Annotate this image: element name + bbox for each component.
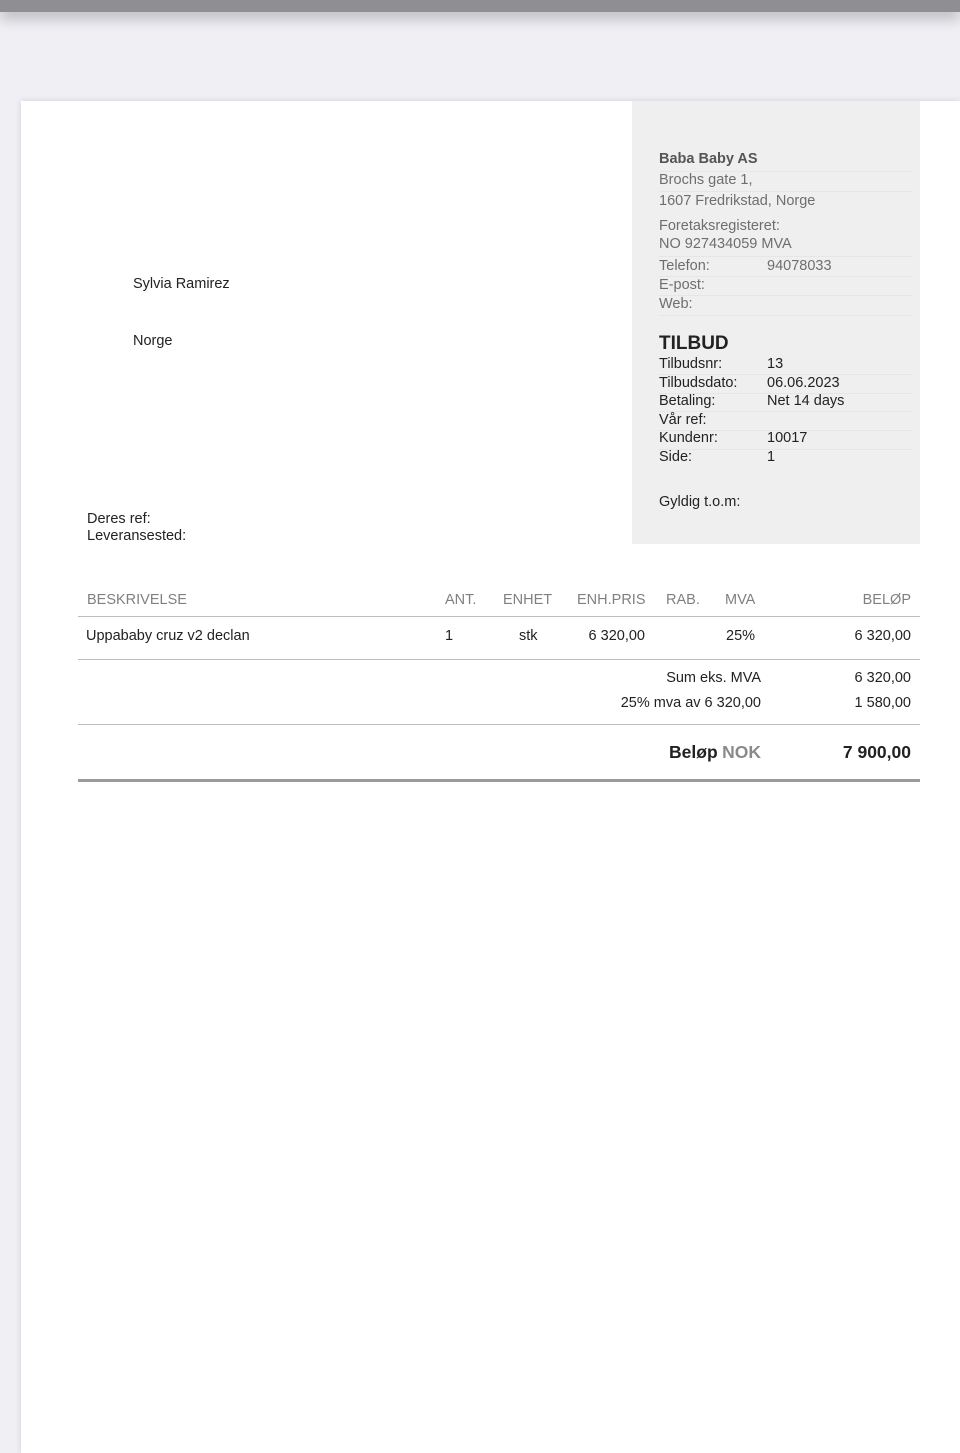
divider bbox=[659, 295, 912, 296]
delivery-label: Leveransested: bbox=[87, 528, 187, 544]
col-header-discount: RAB. bbox=[666, 592, 700, 608]
phone-label: Telefon: bbox=[659, 258, 710, 274]
row-vat: 25% bbox=[726, 628, 756, 644]
col-header-vat: MVA bbox=[725, 592, 756, 608]
col-header-unit: ENHET bbox=[503, 592, 553, 608]
company-address-line1: Brochs gate 1, bbox=[659, 172, 753, 188]
vat-label: 25% mva av 6 320,00 bbox=[620, 695, 761, 711]
meta-label: Vår ref: bbox=[659, 412, 707, 428]
row-qty: 1 bbox=[445, 628, 454, 644]
vat-value: 1 580,00 bbox=[854, 695, 911, 711]
divider bbox=[659, 191, 912, 192]
registry-label: Foretaksregisteret: bbox=[659, 218, 780, 234]
table-header-divider bbox=[78, 616, 920, 617]
meta-label: Side: bbox=[659, 449, 693, 465]
document-title: TILBUD bbox=[659, 333, 729, 354]
meta-label: Tilbudsdato: bbox=[659, 375, 738, 391]
col-header-amount: BELØP bbox=[862, 592, 911, 608]
meta-value: 06.06.2023 bbox=[767, 375, 840, 391]
total-double-rule bbox=[78, 779, 920, 782]
meta-value: 10017 bbox=[767, 430, 808, 446]
registry-value: NO 927434059 MVA bbox=[659, 236, 792, 252]
meta-value: 13 bbox=[767, 356, 784, 372]
top-bar bbox=[0, 0, 960, 12]
meta-value: Net 14 days bbox=[767, 393, 845, 409]
row-unit: stk bbox=[519, 628, 538, 644]
their-ref-label: Deres ref: bbox=[87, 511, 151, 527]
meta-label: Tilbudsnr: bbox=[659, 356, 723, 372]
summary-divider bbox=[78, 724, 920, 725]
meta-label: Betaling: bbox=[659, 393, 716, 409]
meta-label: Kundenr: bbox=[659, 430, 718, 446]
document-page bbox=[21, 101, 960, 1453]
web-label: Web: bbox=[659, 296, 693, 312]
col-header-qty: ANT. bbox=[445, 592, 477, 608]
divider bbox=[659, 449, 912, 450]
row-unit-price: 6 320,00 bbox=[588, 628, 645, 644]
customer-name: Sylvia Ramirez bbox=[133, 276, 230, 292]
total-label: Beløp bbox=[669, 742, 718, 762]
customer-country: Norge bbox=[133, 333, 173, 349]
col-header-description: BESKRIVELSE bbox=[87, 592, 187, 608]
row-amount: 6 320,00 bbox=[854, 628, 911, 644]
phone-value: 94078033 bbox=[767, 258, 832, 274]
table-row-divider bbox=[78, 659, 920, 660]
subtotal-value: 6 320,00 bbox=[854, 670, 911, 686]
row-description: Uppababy cruz v2 declan bbox=[86, 628, 250, 644]
valid-until-label: Gyldig t.o.m: bbox=[659, 494, 741, 510]
col-header-unit-price: ENH.PRIS bbox=[577, 592, 646, 608]
total-value: 7 900,00 bbox=[842, 742, 911, 762]
company-name: Baba Baby AS bbox=[659, 151, 758, 167]
email-label: E-post: bbox=[659, 277, 705, 293]
divider bbox=[659, 315, 912, 316]
total-currency: NOK bbox=[722, 742, 761, 762]
company-address-line2: 1607 Fredrikstad, Norge bbox=[659, 193, 816, 209]
total-label-group bbox=[669, 742, 761, 763]
subtotal-label: Sum eks. MVA bbox=[666, 670, 761, 686]
company-panel bbox=[632, 101, 920, 544]
divider bbox=[659, 256, 912, 257]
meta-value: 1 bbox=[767, 449, 776, 465]
